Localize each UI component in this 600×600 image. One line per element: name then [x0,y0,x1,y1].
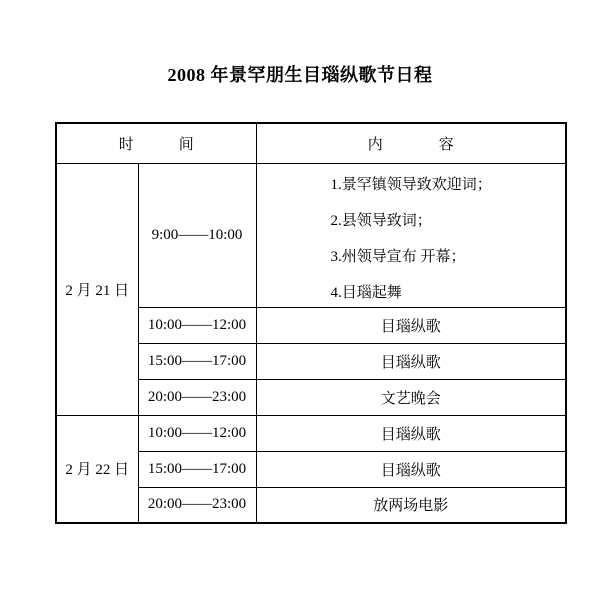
header-time-char-2: 间 [178,136,194,153]
table-row [56,415,566,451]
header-time-char-1: 时 [118,136,134,153]
content-cell-opening [256,163,566,307]
opening-item-4: 4.目瑙起舞 [330,284,402,301]
header-content-cell [256,123,566,163]
header-content-char-1: 内 [367,136,383,153]
opening-item-3: 3.州领导宣布 开幕； [330,248,466,265]
date-cell-feb-22: 2 月 22 日 [56,415,138,523]
date-cell-feb-21: 2 月 21 日 [56,163,138,415]
table-row-opening [56,163,566,307]
time-cell-15-17: 15:00——17:00 [138,343,256,379]
header-time-label [57,133,256,154]
time-cell-20-23: 20:00——23:00 [138,379,256,415]
opening-item-2: 2.县领导致词； [330,212,432,229]
time-cell-9-10: 9:00——10:00 [138,163,256,307]
content-cell-munao-1: 目瑙纵歌 [256,307,566,343]
opening-ceremony-list [257,165,566,306]
time-cell-10-12-d2: 10:00——12:00 [138,415,256,451]
content-cell-movies: 放两场电影 [256,487,566,523]
header-content-char-2: 容 [438,136,454,153]
content-cell-munao-4: 目瑙纵歌 [256,451,566,487]
content-cell-munao-2: 目瑙纵歌 [256,343,566,379]
schedule-table [55,122,567,524]
content-cell-evening-gala: 文艺晚会 [256,379,566,415]
opening-item-1: 1.景罕镇领导致欢迎词； [330,176,492,193]
content-cell-munao-3: 目瑙纵歌 [256,415,566,451]
document-title: 2008 年景罕朋生目瑙纵歌节日程 [167,65,433,85]
table-header-row [56,123,566,163]
time-cell-15-17-d2: 15:00——17:00 [138,451,256,487]
header-time-cell [56,123,256,163]
time-cell-10-12: 10:00——12:00 [138,307,256,343]
time-cell-20-23-d2: 20:00——23:00 [138,487,256,523]
header-content-label [257,133,566,154]
